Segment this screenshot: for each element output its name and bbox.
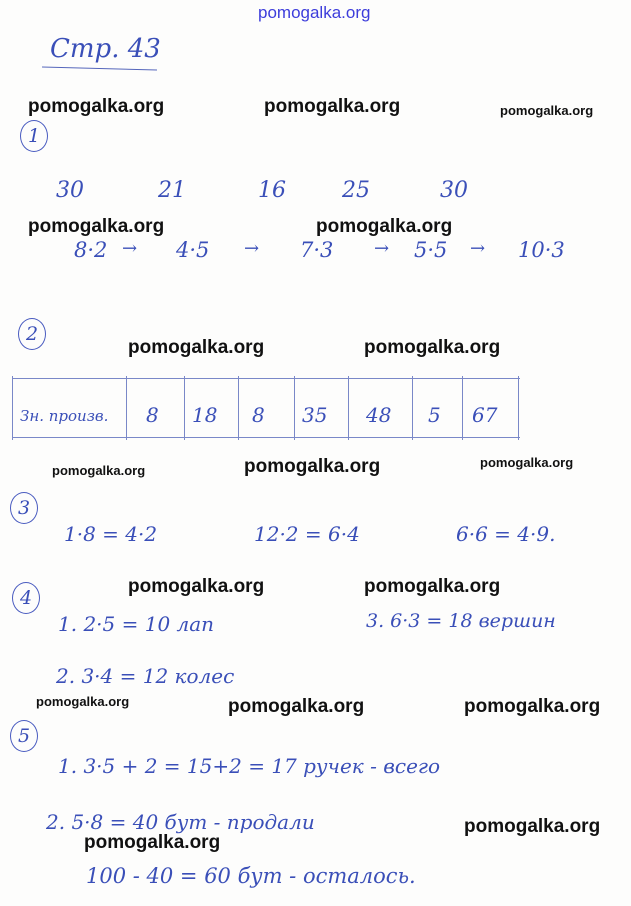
task-number-2: 2 bbox=[18, 318, 46, 350]
watermark: pomogalka.org bbox=[128, 576, 265, 597]
watermark: pomogalka.org bbox=[480, 455, 574, 470]
task3-equation-2: 12·2 = 6·4 bbox=[254, 522, 360, 546]
table-cell: 18 bbox=[192, 403, 218, 427]
watermark: pomogalka.org bbox=[316, 216, 453, 237]
task-number-5: 5 bbox=[10, 720, 38, 752]
task3-equation-3: 6·6 = 4·9. bbox=[456, 522, 556, 546]
task1-expr-5: 10·3 bbox=[518, 238, 565, 262]
watermark: pomogalka.org bbox=[52, 463, 146, 478]
watermark: pomogalka.org bbox=[364, 337, 501, 358]
task1-arrow-1: → bbox=[122, 238, 138, 259]
watermark: pomogalka.org bbox=[128, 337, 265, 358]
table-cell: 48 bbox=[366, 403, 392, 427]
watermark: pomogalka.org bbox=[464, 816, 601, 837]
watermark: pomogalka.org bbox=[464, 696, 601, 717]
task5-line-1: 1. 3·5 + 2 = 15+2 = 17 ручек - всего bbox=[58, 754, 441, 778]
task1-value-5: 30 bbox=[440, 178, 468, 203]
task1-value-4: 25 bbox=[342, 178, 370, 203]
task1-expr-2: 4·5 bbox=[176, 238, 210, 262]
page-heading: Стр. 43 bbox=[50, 34, 161, 64]
task1-expr-4: 5·5 bbox=[414, 238, 448, 262]
task1-value-1: 30 bbox=[56, 178, 84, 203]
task-number-1: 1 bbox=[20, 120, 48, 152]
task1-expr-1: 8·2 bbox=[74, 238, 108, 262]
products-table bbox=[12, 378, 520, 438]
task-number-4: 4 bbox=[12, 582, 40, 614]
task1-value-2: 21 bbox=[158, 178, 186, 203]
watermark: pomogalka.org bbox=[500, 103, 594, 118]
table-header-cell: Зн. произв. bbox=[20, 407, 109, 425]
table-cell: 8 bbox=[146, 403, 159, 427]
task1-arrow-3: → bbox=[374, 238, 390, 259]
table-cell: 35 bbox=[302, 403, 328, 427]
watermark: pomogalka.org bbox=[244, 456, 381, 477]
task4-line-2: 3. 6·3 = 18 вершин bbox=[366, 610, 556, 632]
task4-line-3: 2. 3·4 = 12 колес bbox=[56, 664, 235, 688]
task3-equation-1: 1·8 = 4·2 bbox=[64, 522, 158, 546]
watermark: pomogalka.org bbox=[264, 96, 401, 117]
watermark: pomogalka.org bbox=[84, 832, 221, 853]
heading-underline bbox=[42, 66, 157, 70]
watermark: pomogalka.org bbox=[364, 576, 501, 597]
task4-line-1: 1. 2·5 = 10 лап bbox=[58, 612, 215, 636]
table-cell: 67 bbox=[472, 403, 498, 427]
task-number-3: 3 bbox=[10, 492, 38, 524]
task1-value-3: 16 bbox=[258, 178, 286, 203]
watermark: pomogalka.org bbox=[36, 694, 130, 709]
table-cell: 5 bbox=[428, 403, 441, 427]
task1-arrow-4: → bbox=[470, 238, 486, 259]
task5-line-3: 100 - 40 = 60 бут - осталось. bbox=[86, 864, 416, 888]
task5-line-2: 2. 5·8 = 40 бут - продали bbox=[46, 810, 315, 834]
watermark: pomogalka.org bbox=[28, 96, 165, 117]
task1-arrow-2: → bbox=[244, 238, 260, 259]
top-watermark-link[interactable]: pomogalka.org bbox=[258, 3, 371, 22]
watermark: pomogalka.org bbox=[28, 216, 165, 237]
watermark: pomogalka.org bbox=[228, 696, 365, 717]
task1-expr-3: 7·3 bbox=[300, 238, 334, 262]
table-cell: 8 bbox=[252, 403, 265, 427]
